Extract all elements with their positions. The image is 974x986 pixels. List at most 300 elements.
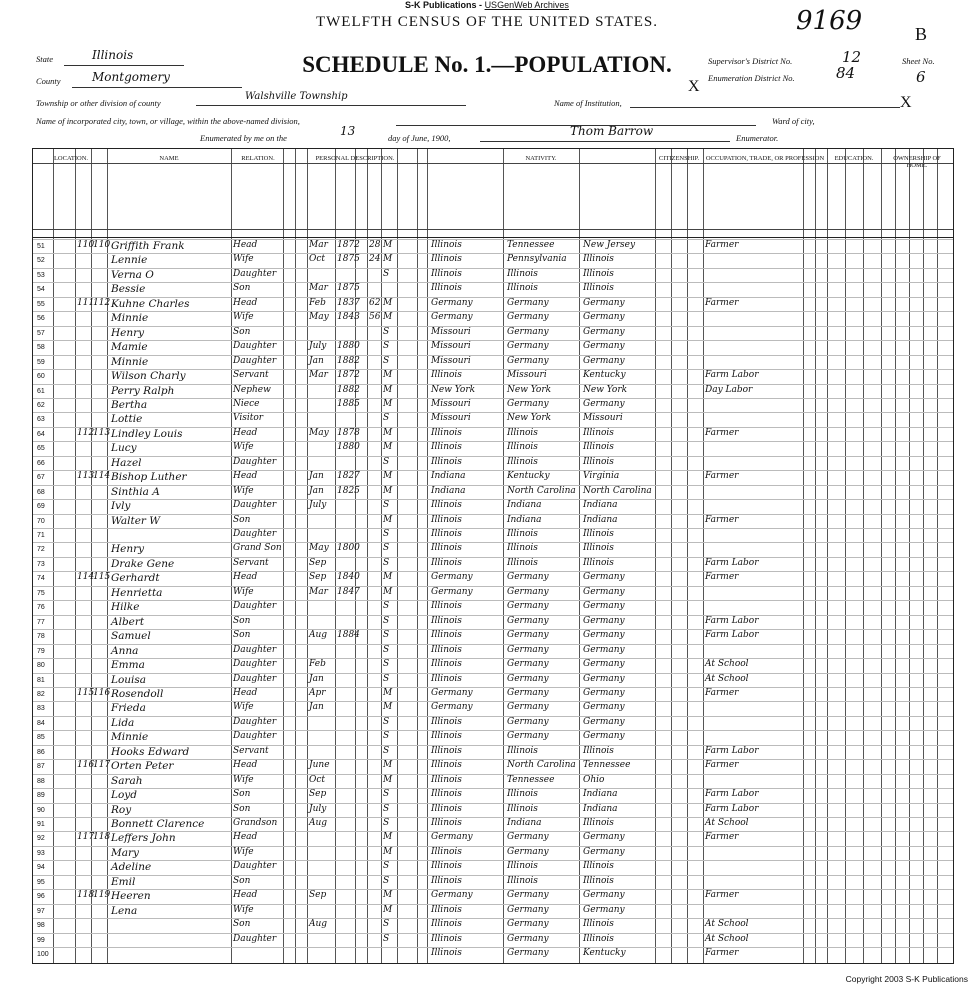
occupation: Farmer [705,240,739,250]
relation: Head [233,832,258,843]
birthplace-person: Germany [431,832,473,843]
relation: Wife [233,904,254,915]
person-name: Lucy [111,442,137,455]
relation: Daughter [233,601,277,612]
age: 24 [369,254,381,265]
birthplace-father: Germany [507,601,549,612]
table-row [33,933,953,948]
marital-status: S [383,630,390,641]
ward-label: Ward of city, [772,116,815,126]
marital-status: S [383,644,390,655]
table-row [33,542,953,557]
line-number: 85 [37,734,45,742]
table-row [33,759,953,774]
table-row [33,268,953,283]
person-name: Griffith Frank [111,240,185,252]
dwelling-number: 113 [77,471,95,482]
occupation: Farm Labor [705,803,759,814]
relation: Head [233,572,258,583]
birth-month: May [309,312,329,323]
birthplace-father: Missouri [507,370,547,381]
relation: Nephew [233,384,271,395]
marital-status: S [383,789,390,800]
family-number: 115 [93,572,111,583]
birthplace-father: Germany [507,716,549,727]
relation: Visitor [233,413,264,424]
table-row [33,918,953,933]
marital-status: M [383,297,393,308]
marital-status: S [383,659,390,670]
line-number: 57 [37,329,45,337]
birth-year: 1840 [337,572,360,583]
marital-status: M [383,485,393,496]
birth-month: Mar [309,240,328,250]
dwelling-number: 118 [77,890,95,901]
person-name: Emma [111,659,145,672]
enumerator-name: Thom Barrow [570,124,654,138]
table-row [33,904,953,919]
relation: Son [233,875,251,886]
occupation: Farm Labor [705,789,759,800]
table-row [33,730,953,745]
birthplace-mother: North Carolina [583,485,652,496]
dwelling-number: 115 [77,687,95,698]
line-number: 73 [37,560,45,568]
family-number: 119 [93,890,111,901]
birthplace-father: Germany [507,846,549,857]
relation: Wife [233,774,254,785]
birth-year: 1875 [337,283,360,294]
birthplace-father: Pennsylvania [507,254,567,265]
county-value: Montgomery [92,70,170,84]
person-name: Henry [111,543,145,556]
marital-status: S [383,413,390,424]
birthplace-father: New York [507,413,552,424]
birthplace-mother: Germany [583,630,625,641]
birthplace-person: Illinois [431,615,462,626]
marital-status: M [383,702,393,713]
occupation: Farmer [705,572,739,583]
birthplace-mother: Germany [583,687,625,698]
relation: Son [233,919,251,930]
occupation: Farmer [705,471,739,482]
marital-status: S [383,933,390,944]
birthplace-mother: Germany [583,890,625,901]
marital-status: S [383,745,390,756]
birth-month: June [309,760,330,771]
enumerated-day: 13 [340,124,356,138]
birthplace-father: Germany [507,586,549,597]
enumerator-label: Enumerator. [736,133,779,143]
table-row [33,384,953,399]
birthplace-mother: Missouri [583,413,623,424]
table-row [33,687,953,702]
header-personal: PERSONAL DESCRIPTION. [315,155,395,162]
line-number: 99 [37,936,45,944]
occupation: At School [705,818,749,828]
person-name: Minnie [111,731,149,744]
relation: Daughter [233,529,277,539]
birthplace-person: Illinois [431,283,462,294]
person-name: Mamie [111,341,148,354]
birth-month: May [309,427,329,438]
birthplace-father: Indiana [507,500,542,511]
birthplace-father: Illinois [507,283,538,294]
birthplace-mother: Illinois [583,919,614,930]
birthplace-father: Germany [507,312,549,323]
enumeration-label: Enumeration District No. [708,73,795,83]
birthplace-person: Illinois [431,529,462,539]
relation: Son [233,326,251,337]
line-number: 78 [37,633,45,641]
relation: Grandson [233,818,278,828]
relation: Grand Son [233,543,282,554]
table-row [33,846,953,861]
marital-status: S [383,326,390,337]
line-number: 54 [37,286,45,294]
family-number: 112 [93,297,111,308]
birthplace-mother: New Jersey [583,240,636,250]
table-row [33,889,953,904]
stamp-number: 9169 [796,6,863,36]
marital-status: S [383,919,390,930]
table-row [33,441,953,456]
person-name: Heeren [111,890,151,903]
birthplace-person: New York [431,384,476,395]
birth-year: 1878 [337,427,360,438]
birthplace-person: Missouri [431,326,471,337]
birthplace-mother: Germany [583,326,625,337]
table-row [33,803,953,818]
marital-status: S [383,716,390,727]
birth-month: Jan [309,471,324,482]
person-name: Lottie [111,413,143,426]
table-row [33,600,953,615]
birthplace-mother: Illinois [583,427,614,438]
birthplace-father: Indiana [507,514,542,525]
relation: Son [233,630,251,641]
relation: Daughter [233,341,277,352]
birthplace-person: Illinois [431,933,462,944]
birth-month: July [309,500,327,511]
relation: Head [233,297,258,308]
relation: Daughter [233,268,277,279]
birthplace-person: Illinois [431,919,462,930]
birthplace-person: Illinois [431,601,462,612]
state-value: Illinois [92,48,134,62]
relation: Son [233,789,251,800]
relation: Head [233,687,258,698]
birthplace-mother: Germany [583,716,625,727]
institution-line [630,107,900,108]
birth-month: Sep [309,557,327,568]
birthplace-father: Germany [507,904,549,915]
family-number: 117 [93,760,111,771]
line-number: 60 [37,373,45,381]
family-number: 110 [93,240,111,250]
person-name: Wilson Charly [111,370,186,383]
birthplace-person: Illinois [431,240,462,250]
person-name: Frieda [111,702,146,715]
dwelling-number: 110 [77,240,95,250]
enumerated-label-a: Enumerated by me on the [200,133,287,143]
relation: Wife [233,485,254,496]
birthplace-person: Illinois [431,731,462,742]
township-value: Walshville Township [245,91,348,102]
relation: Daughter [233,933,277,944]
line-number: 92 [37,835,45,843]
marital-status: S [383,673,390,684]
table-row [33,340,953,355]
table-row [33,398,953,413]
table-row [33,745,953,760]
birth-month: July [309,803,327,814]
line-number: 58 [37,344,45,352]
birthplace-father: Illinois [507,543,538,554]
person-name: Henry [111,326,145,339]
birthplace-mother: Germany [583,702,625,713]
line-number: 56 [37,315,45,323]
line-number: 97 [37,907,45,915]
birthplace-father: Tennessee [507,240,555,250]
person-name: Louisa [111,673,147,686]
line-number: 72 [37,546,45,554]
enumerator-line [480,141,730,142]
line-number: 67 [37,474,45,482]
birthplace-mother: Germany [583,601,625,612]
birthplace-mother: Germany [583,846,625,857]
birthplace-father: Illinois [507,861,538,872]
x-mark-1: X [688,78,700,95]
birth-month: Sep [309,890,327,901]
birth-year: 1880 [337,442,360,453]
birthplace-father: Germany [507,890,549,901]
birthplace-person: Illinois [431,370,462,381]
birthplace-person: Illinois [431,543,462,554]
birthplace-person: Illinois [431,644,462,655]
occupation: Farm Labor [705,745,759,756]
table-row [33,311,953,326]
birthplace-mother: Indiana [583,789,618,800]
birthplace-person: Indiana [431,471,466,482]
birthplace-mother: Indiana [583,500,618,511]
table-row [33,239,953,254]
relation: Wife [233,312,254,323]
person-name: Verna O [111,268,154,281]
birth-year: 1882 [337,384,360,395]
birthplace-person: Illinois [431,456,462,467]
occupation: Farm Labor [705,630,759,641]
relation: Head [233,240,258,250]
relation: Daughter [233,861,277,872]
birthplace-mother: Kentucky [583,948,626,959]
person-name: Emil [111,875,136,888]
line-number: 88 [37,777,45,785]
line-number: 81 [37,676,45,684]
birthplace-mother: Kentucky [583,370,626,381]
birth-month: Jan [309,702,324,713]
relation: Wife [233,702,254,713]
relation: Son [233,283,251,294]
header-citizenship: CITIZENSHIP. [658,155,700,162]
marital-status: S [383,875,390,886]
person-name: Sarah [111,774,143,787]
person-name: Bertha [111,398,148,411]
birthplace-mother: Ohio [583,774,605,785]
table-row [33,701,953,716]
dwelling-number: 116 [77,760,95,771]
line-number: 100 [37,951,49,959]
table-row [33,499,953,514]
person-name: Rosendoll [111,687,164,700]
relation: Wife [233,586,254,597]
birthplace-person: Illinois [431,948,462,959]
marital-status: S [383,731,390,742]
birthplace-father: Germany [507,659,549,670]
relation: Head [233,427,258,438]
line-number: 90 [37,806,45,814]
sheet-value: 6 [916,68,926,86]
county-line [72,87,242,88]
table-row [33,253,953,268]
person-name: Albert [111,615,145,628]
table-row [33,326,953,341]
birthplace-father: Germany [507,297,549,308]
birthplace-father: Germany [507,933,549,944]
table-row [33,615,953,630]
header-occupation: OCCUPATION, TRADE, OR PROFESSION [705,155,825,162]
birthplace-person: Illinois [431,846,462,857]
birthplace-person: Illinois [431,659,462,670]
birthplace-father: Germany [507,948,549,959]
township-label: Township or other division of county [36,98,161,108]
occupation: Farmer [705,760,739,771]
person-name: Kuhne Charles [111,297,190,310]
table-row [33,817,953,832]
birth-month: Apr [309,687,326,698]
birthplace-person: Illinois [431,427,462,438]
table-row [33,456,953,471]
line-number: 64 [37,430,45,438]
birthplace-father: Germany [507,731,549,742]
birthplace-mother: Illinois [583,745,614,756]
birthplace-mother: Germany [583,659,625,670]
birthplace-mother: Illinois [583,268,614,279]
line-number: 71 [37,532,45,539]
birthplace-mother: Virginia [583,471,620,482]
birthplace-mother: Germany [583,673,625,684]
table-row [33,947,953,962]
birth-year: 1843 [337,312,360,323]
marital-status: M [383,471,393,482]
line-number: 80 [37,662,45,670]
enumerated-label-b: day of June, 1900, [388,133,451,143]
family-number: 113 [93,427,111,438]
birthplace-person: Germany [431,586,473,597]
birthplace-person: Missouri [431,355,471,366]
birthplace-mother: Illinois [583,442,614,453]
birth-month: Sep [309,789,327,800]
birth-month: Mar [309,283,328,294]
age: 28 [369,240,381,250]
relation: Servant [233,557,269,568]
relation: Daughter [233,644,277,655]
marital-status: M [383,370,393,381]
line-number: 75 [37,589,45,597]
birthplace-person: Illinois [431,673,462,684]
marital-status: M [383,904,393,915]
line-number: 61 [37,387,45,395]
birthplace-father: Germany [507,615,549,626]
birthplace-father: Indiana [507,818,542,828]
table-row [33,716,953,731]
supervisor-label: Supervisor's District No. [708,56,793,66]
table-row [33,528,953,543]
birthplace-father: Illinois [507,268,538,279]
line-number: 79 [37,647,45,655]
occupation: Farmer [705,687,739,698]
table-row [33,412,953,427]
banner-link[interactable]: USGenWeb Archives [484,0,569,10]
birthplace-person: Illinois [431,500,462,511]
table-row [33,586,953,601]
birth-year: 1800 [337,543,360,554]
birthplace-person: Illinois [431,818,462,828]
birth-year: 1882 [337,355,360,366]
birthplace-person: Germany [431,572,473,583]
occupation: Farm Labor [705,557,759,568]
person-name: Hooks Edward [111,745,190,758]
person-name: Anna [111,644,139,657]
table-row [33,355,953,370]
birth-year: 1825 [337,485,360,496]
birthplace-mother: Germany [583,731,625,742]
line-number: 51 [37,243,45,250]
birth-month: Aug [309,630,328,641]
birthplace-mother: Germany [583,312,625,323]
relation: Head [233,760,258,771]
line-number: 96 [37,893,45,901]
birth-month: Mar [309,370,328,381]
state-line [64,65,184,66]
birthplace-mother: Illinois [583,933,614,944]
table-row [33,788,953,803]
marital-status: S [383,803,390,814]
person-name: Perry Ralph [111,384,175,397]
birthplace-father: Germany [507,702,549,713]
marital-status: M [383,890,393,901]
person-name: Adeline [111,861,152,874]
relation: Servant [233,370,269,381]
occupation: At School [705,673,749,684]
dwelling-number: 111 [77,297,95,308]
marital-status: M [383,427,393,438]
person-name: Orten Peter [111,760,174,773]
birth-year: 1847 [337,586,360,597]
marital-status: M [383,832,393,843]
institution-label: Name of Institution, [554,98,622,108]
sheet-label: Sheet No. [902,56,935,66]
occupation: Farmer [705,890,739,901]
relation: Daughter [233,673,277,684]
schedule-title: SCHEDULE No. 1.—POPULATION. [302,52,672,77]
birthplace-mother: Indiana [583,803,618,814]
birthplace-person: Illinois [431,716,462,727]
birth-year: 1872 [337,370,360,381]
birth-month: Jan [309,673,324,684]
person-name: Leffers John [111,832,176,845]
birthplace-father: Tennessee [507,774,555,785]
